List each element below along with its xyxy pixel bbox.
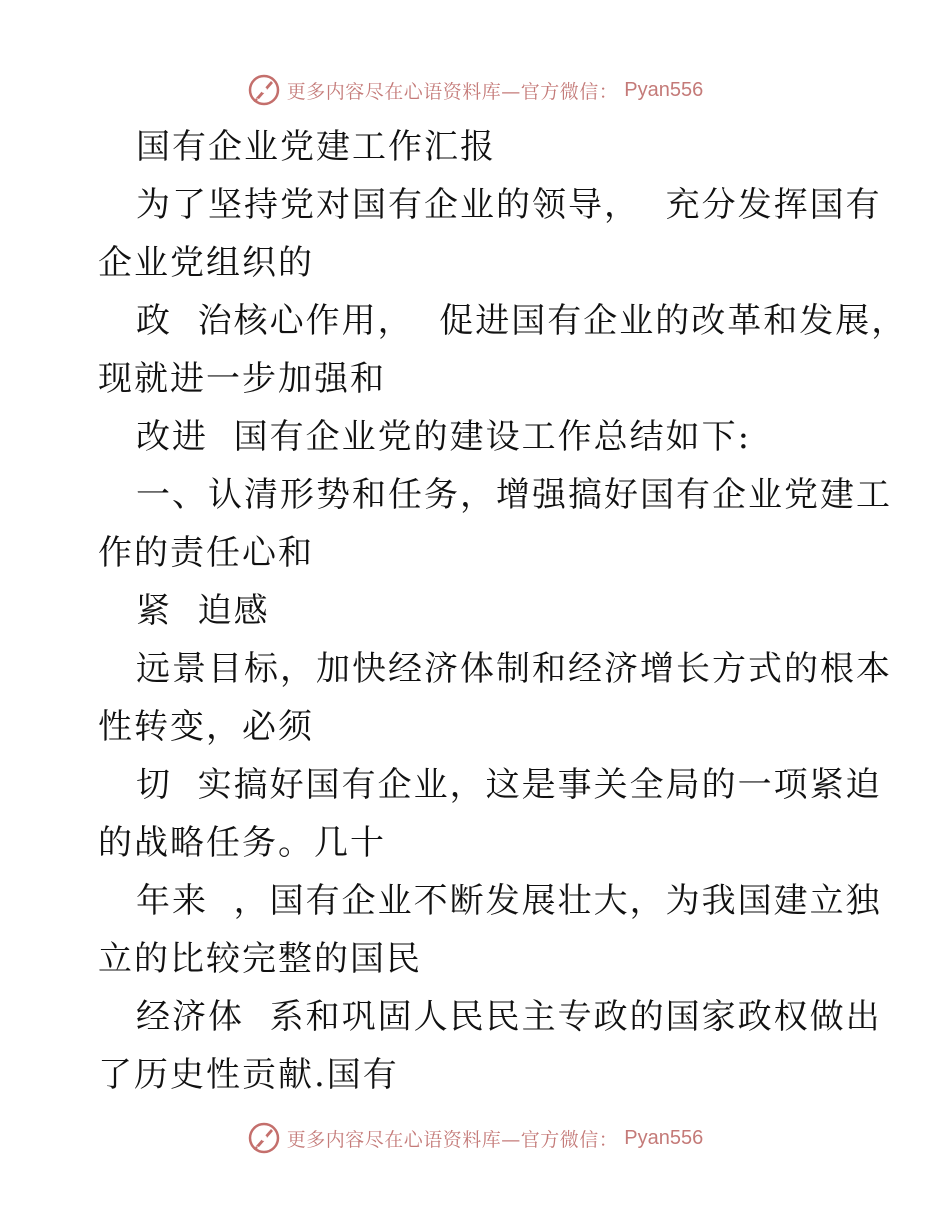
quill-logo-icon <box>247 1121 281 1155</box>
banner-wechat-id: Pyan556 <box>624 1126 704 1149</box>
text-line: 为了坚持党对国有企业的领导， 充分发挥国有 <box>136 185 882 225</box>
text-line: 政 治核心作用， 促进国有企业的改革和发展， <box>136 301 908 341</box>
banner-text: 更多内容尽在心语资料库—官方微信： <box>286 80 619 103</box>
section-heading: 一、认清形势和任务，增强搞好国有企业党建工 <box>136 475 892 515</box>
text-line: 紧 迫感 <box>136 591 270 631</box>
text-line: 作的责任心和 <box>98 533 314 573</box>
text-line: 远景目标，加快经济体制和经济增长方式的根本 <box>136 649 892 689</box>
text-line: 切 实搞好国有企业，这是事关全局的一项紧迫 <box>136 765 882 805</box>
text-line: 企业党组织的 <box>98 243 314 283</box>
text-line: 性转变，必须 <box>98 707 314 747</box>
quill-logo-icon <box>247 73 281 107</box>
banner-wechat-id: Pyan556 <box>624 78 704 101</box>
text-line: 年来 ，国有企业不断发展壮大，为我国建立独 <box>136 881 882 921</box>
text-line: 立的比较完整的国民 <box>98 939 422 979</box>
text-line: 的战略任务。几十 <box>98 823 386 863</box>
header-watermark-banner <box>0 70 950 110</box>
footer-watermark-banner <box>0 1118 950 1158</box>
text-line: 经济体 系和巩固人民民主专政的国家政权做出 <box>136 997 882 1037</box>
document-title: 国有企业党建工作汇报 <box>136 127 496 167</box>
text-line: 现就进一步加强和 <box>98 359 386 399</box>
text-line: 改进 国有企业党的建设工作总结如下: <box>136 417 752 457</box>
text-line: 了历史性贡献.国有 <box>98 1055 399 1095</box>
document-body <box>98 118 908 1104</box>
banner-text: 更多内容尽在心语资料库—官方微信： <box>286 1128 619 1151</box>
